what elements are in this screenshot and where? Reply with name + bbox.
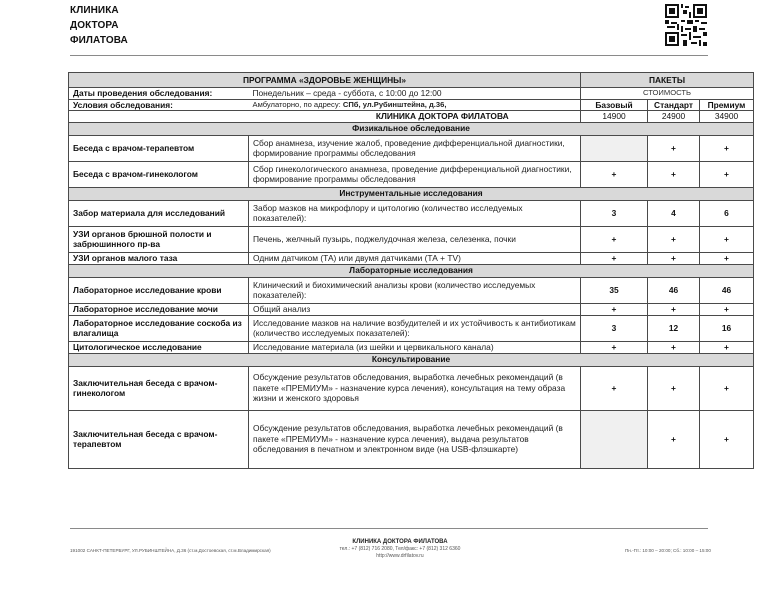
- footer-contacts: [330, 539, 470, 560]
- section-header: [69, 353, 754, 366]
- footer-address: 191002 САНКТ-ПЕТЕРБУРГ, УЛ.РУБИНШТЕЙНА, Д.36 (ст.м.Достоевская, ст.м.Владимирская): [70, 548, 271, 553]
- qr-code-icon: [665, 4, 707, 46]
- service-name: Цитологическое исследование: [69, 341, 249, 353]
- service-description: Одним датчиком (ТА) или двумя датчиками (ТА + TV): [249, 252, 581, 264]
- logo-line-1: КЛИНИКА: [70, 5, 119, 16]
- section-header: [69, 187, 754, 200]
- table-row: [69, 161, 754, 187]
- service-name: Забор материала для исследований: [69, 200, 249, 226]
- service-name: Беседа с врачом-терапевтом: [69, 135, 249, 161]
- conditions-address: СПб, ул.Рубинштейна, д.36,: [342, 99, 447, 109]
- packages-header: ПАКЕТЫ: [581, 73, 754, 88]
- dates-label: Даты проведения обследования:: [69, 88, 249, 100]
- service-description: Исследование мазков на наличие возбудителей и их устойчивость к антибиотикам (количество исследуемых показателей):: [249, 315, 581, 341]
- package-basic-value: +: [581, 226, 648, 252]
- package-standard-value: 4: [648, 200, 700, 226]
- table-row: [69, 135, 754, 161]
- package-standard-price: 24900: [648, 111, 700, 123]
- service-description: Сбор гинекологического анамнеза, проведение дифференциальной диагностики, формирование программы обследования: [249, 161, 581, 187]
- package-premium-value: +: [700, 410, 754, 468]
- service-name: Лабораторное исследование соскоба из влагалища: [69, 315, 249, 341]
- service-description: Забор мазков на микрофлору и цитологию (количество исследуемых показателей):: [249, 200, 581, 226]
- footer-divider: [70, 528, 708, 529]
- logo-line-2: ДОКТОРА: [70, 20, 119, 31]
- table-row: [69, 341, 754, 353]
- package-basic-value: +: [581, 252, 648, 264]
- table-row: [69, 410, 754, 468]
- package-basic-price: 14900: [581, 111, 648, 123]
- header-divider: [70, 55, 708, 56]
- service-name: Заключительная беседа с врачом-гинекологом: [69, 366, 249, 410]
- section-title: Консультирование: [69, 353, 754, 366]
- package-basic-value: +: [581, 303, 648, 315]
- package-standard-value: 46: [648, 277, 700, 303]
- package-standard-value: +: [648, 410, 700, 468]
- footer-clinic-name: КЛИНИКА ДОКТОРА ФИЛАТОВА: [352, 539, 448, 545]
- package-basic-value: 3: [581, 315, 648, 341]
- service-description: Общий анализ: [249, 303, 581, 315]
- package-basic-value: [581, 135, 648, 161]
- package-standard-value: +: [648, 341, 700, 353]
- package-basic-value: +: [581, 366, 648, 410]
- package-basic-name: Базовый: [581, 99, 648, 111]
- section-header: [69, 264, 754, 277]
- package-premium-name: Премиум: [700, 99, 754, 111]
- section-header: [69, 122, 754, 135]
- package-standard-value: +: [648, 303, 700, 315]
- package-premium-value: +: [700, 303, 754, 315]
- section-title: Лабораторные исследования: [69, 264, 754, 277]
- package-standard-value: +: [648, 226, 700, 252]
- package-premium-value: +: [700, 226, 754, 252]
- table-row: [69, 252, 754, 264]
- package-premium-value: +: [700, 135, 754, 161]
- package-basic-value: +: [581, 341, 648, 353]
- package-standard-value: +: [648, 135, 700, 161]
- conditions-label: Условия обследования:: [69, 99, 249, 111]
- conditions-value: [249, 99, 581, 111]
- package-basic-value: 3: [581, 200, 648, 226]
- clinic-logo: [70, 3, 128, 48]
- package-premium-value: 46: [700, 277, 754, 303]
- logo-line-3: ФИЛАТОВА: [70, 35, 128, 46]
- section-title: Физикальное обследование: [69, 122, 754, 135]
- package-premium-value: +: [700, 366, 754, 410]
- package-standard-value: +: [648, 366, 700, 410]
- service-name: Беседа с врачом-гинекологом: [69, 161, 249, 187]
- package-basic-value: 35: [581, 277, 648, 303]
- service-description: Обсуждение результатов обследования, выработка лечебных рекомендаций (в пакете «ПРЕМИУМ» - назначение курса лечения), консультация на тему образа жизни и женского здоровья: [249, 366, 581, 410]
- package-standard-value: 12: [648, 315, 700, 341]
- section-title: Инструментальные исследования: [69, 187, 754, 200]
- service-description: Клинический и биохимический анализы крови (количество исследуемых показателей):: [249, 277, 581, 303]
- footer-website[interactable]: http://www.drfilatov.ru: [376, 553, 424, 559]
- service-name: УЗИ органов малого таза: [69, 252, 249, 264]
- service-description: Обсуждение результатов обследования, выработка лечебных рекомендаций (в пакете «ПРЕМИУМ» - назначение курса лечения), выдача результатов обследования в печатном и электронном виде (на USB-флэшкарте): [249, 410, 581, 468]
- service-name: Заключительная беседа с врачом-терапевтом: [69, 410, 249, 468]
- table-row: [69, 315, 754, 341]
- footer-phones: тел.: +7 (812) 716 2080, Тел/факс: +7 (812) 312 6360: [339, 546, 461, 552]
- service-description: Сбор анамнеза, изучение жалоб, проведение дифференциальной диагностики, формирование программы обследования: [249, 135, 581, 161]
- service-name: УЗИ органов брюшной полости и забрюшинного пр-ва: [69, 226, 249, 252]
- dates-value: Понедельник – среда - суббота, с 10:00 до 12:00: [249, 88, 581, 100]
- cost-label: СТОИМОСТЬ: [581, 88, 754, 100]
- package-standard-value: +: [648, 252, 700, 264]
- table-row: [69, 226, 754, 252]
- program-title: ПРОГРАММА «ЗДОРОВЬЕ ЖЕНЩИНЫ»: [69, 73, 581, 88]
- service-name: Лабораторное исследование мочи: [69, 303, 249, 315]
- table-row: [69, 366, 754, 410]
- service-name: Лабораторное исследование крови: [69, 277, 249, 303]
- footer-hours: Пн.-Пт.: 10:00 – 20:00; Сб.: 10:00 – 15:00: [625, 548, 711, 553]
- package-premium-value: 6: [700, 200, 754, 226]
- table-row: [69, 277, 754, 303]
- program-table: [68, 72, 754, 469]
- package-premium-value: +: [700, 252, 754, 264]
- service-description: Исследование материала (из шейки и цервикального канала): [249, 341, 581, 353]
- table-row: [69, 303, 754, 315]
- empty-cell: [69, 111, 249, 123]
- package-basic-value: +: [581, 161, 648, 187]
- package-premium-value: 16: [700, 315, 754, 341]
- table-row: [69, 200, 754, 226]
- package-premium-price: 34900: [700, 111, 754, 123]
- conditions-prefix: Амбулаторно, по адресу:: [252, 99, 343, 109]
- package-premium-value: +: [700, 161, 754, 187]
- package-standard-name: Стандарт: [648, 99, 700, 111]
- package-standard-value: +: [648, 161, 700, 187]
- service-description: Печень, желчный пузырь, поджелудочная железа, селезенка, почки: [249, 226, 581, 252]
- package-premium-value: +: [700, 341, 754, 353]
- package-basic-value: [581, 410, 648, 468]
- conditions-clinic: КЛИНИКА ДОКТОРА ФИЛАТОВА: [249, 111, 581, 123]
